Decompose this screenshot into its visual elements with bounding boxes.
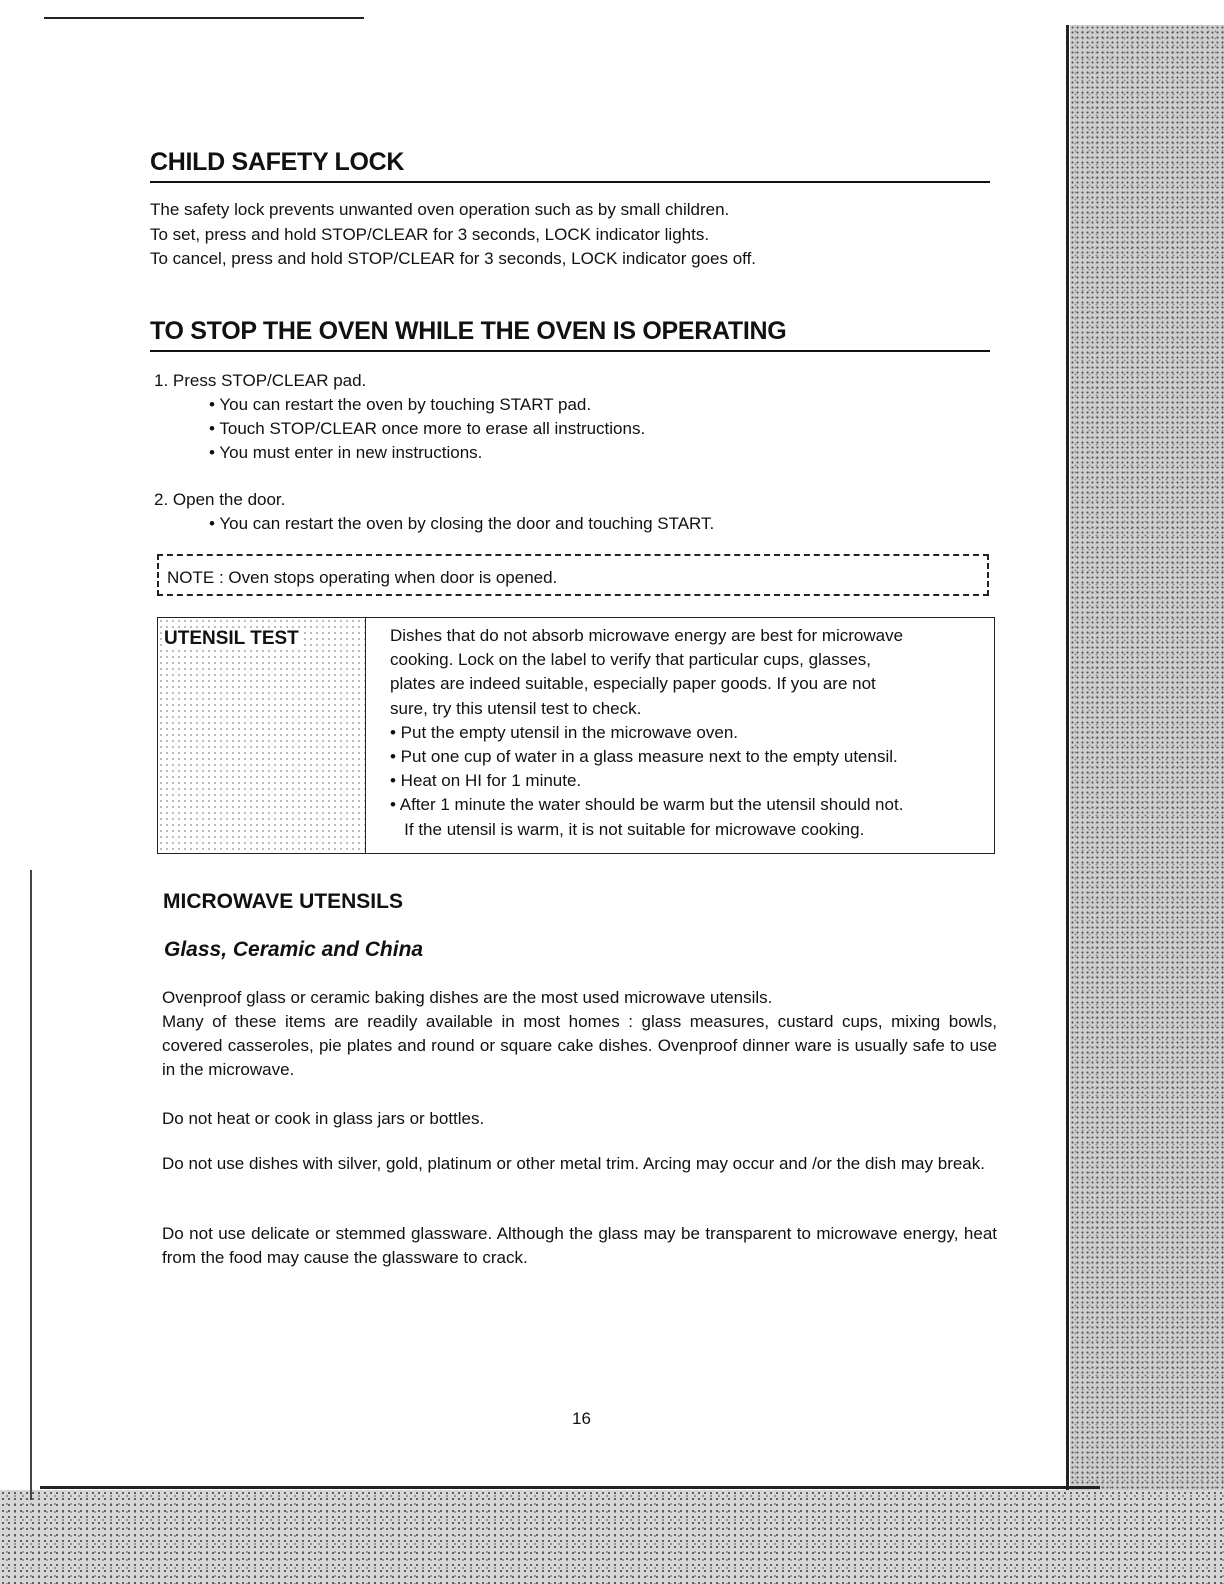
utensils-paragraph	[162, 1107, 997, 1131]
text-line: plates are indeed suitable, especially paper goods. If you are not	[390, 674, 876, 694]
bullet-item: • You must enter in new instructions.	[209, 443, 483, 462]
paragraph-text: Do not use dishes with silver, gold, platinum or other metal trim. Arcing may occur and /or the dish may break.	[162, 1154, 985, 1173]
text-line: The safety lock prevents unwanted oven operation such as by small children.	[150, 200, 730, 219]
bullet-item: • After 1 minute the water should be warm but the utensil should not.	[390, 795, 904, 815]
page-edge-left	[30, 870, 32, 1500]
stop-step-1	[154, 369, 645, 465]
bullet-item: • Touch STOP/CLEAR once more to erase all instructions.	[209, 419, 646, 438]
scan-shadow-right	[1070, 25, 1224, 1584]
utensils-subheading: Glass, Ceramic and China	[164, 938, 424, 961]
paragraph-text: Do not use delicate or stemmed glassware. Although the glass may be transparent to microwave energy, heat from the food may cause the glassware to crack.	[162, 1224, 997, 1267]
stop-step-2	[154, 488, 714, 536]
utensils-heading: MICROWAVE UTENSILS	[163, 890, 403, 913]
bullet-item: • Put one cup of water in a glass measure next to the empty utensil.	[390, 747, 898, 767]
stop-oven-heading: TO STOP THE OVEN WHILE THE OVEN IS OPERATING	[150, 317, 787, 345]
heading-rule	[150, 181, 990, 183]
page-edge-bottom	[40, 1486, 1100, 1489]
scan-shadow-bottom	[0, 1490, 1224, 1584]
child-lock-text	[150, 198, 756, 272]
paragraph-text: Many of these items are readily available in most homes : glass measures, custard cups, mixing bowls, covered casseroles, pie plates and round or square cake dishes. Ovenproof dinner ware is usually safe to use in the microwave.	[162, 1012, 997, 1079]
page-edge-right	[1066, 25, 1069, 1495]
note-text: NOTE : Oven stops operating when door is opened.	[167, 568, 558, 587]
utensil-test-title: UTENSIL TEST	[164, 628, 299, 649]
text-line: cooking. Lock on the label to verify that particular cups, glasses,	[390, 650, 871, 670]
utensil-test-body	[390, 624, 990, 842]
page-number: 16	[572, 1409, 591, 1428]
utensil-test-label-cell	[158, 618, 366, 853]
text-line: Dishes that do not absorb microwave energy are best for microwave	[390, 626, 904, 645]
bullet-item: • Heat on HI for 1 minute.	[390, 771, 582, 791]
utensils-paragraph	[162, 1152, 997, 1176]
utensils-paragraph	[162, 1222, 997, 1270]
text-line: To set, press and hold STOP/CLEAR for 3 seconds, LOCK indicator lights.	[150, 224, 710, 244]
child-lock-heading: CHILD SAFETY LOCK	[150, 148, 405, 176]
heading-rule	[150, 350, 990, 352]
bullet-item: • Put the empty utensil in the microwave oven.	[390, 722, 739, 742]
step-label: 1. Press STOP/CLEAR pad.	[154, 371, 367, 390]
bullet-item: • You can restart the oven by touching START pad.	[209, 395, 592, 414]
note-box	[157, 554, 989, 596]
step-label: 2. Open the door.	[154, 490, 286, 509]
bullet-item: • You can restart the oven by closing the door and touching START.	[209, 514, 715, 533]
paragraph-text: Ovenproof glass or ceramic baking dishes are the most used microwave utensils.	[162, 988, 773, 1007]
utensil-test-table	[157, 617, 995, 854]
paragraph-text: Do not heat or cook in glass jars or bottles.	[162, 1109, 485, 1128]
scan-top-rule	[44, 17, 364, 19]
utensils-paragraph	[162, 986, 997, 1082]
text-line: sure, try this utensil test to check.	[390, 698, 642, 718]
bullet-continuation: If the utensil is warm, it is not suitable for microwave cooking.	[390, 819, 865, 839]
text-line: To cancel, press and hold STOP/CLEAR for 3 seconds, LOCK indicator goes off.	[150, 249, 757, 268]
